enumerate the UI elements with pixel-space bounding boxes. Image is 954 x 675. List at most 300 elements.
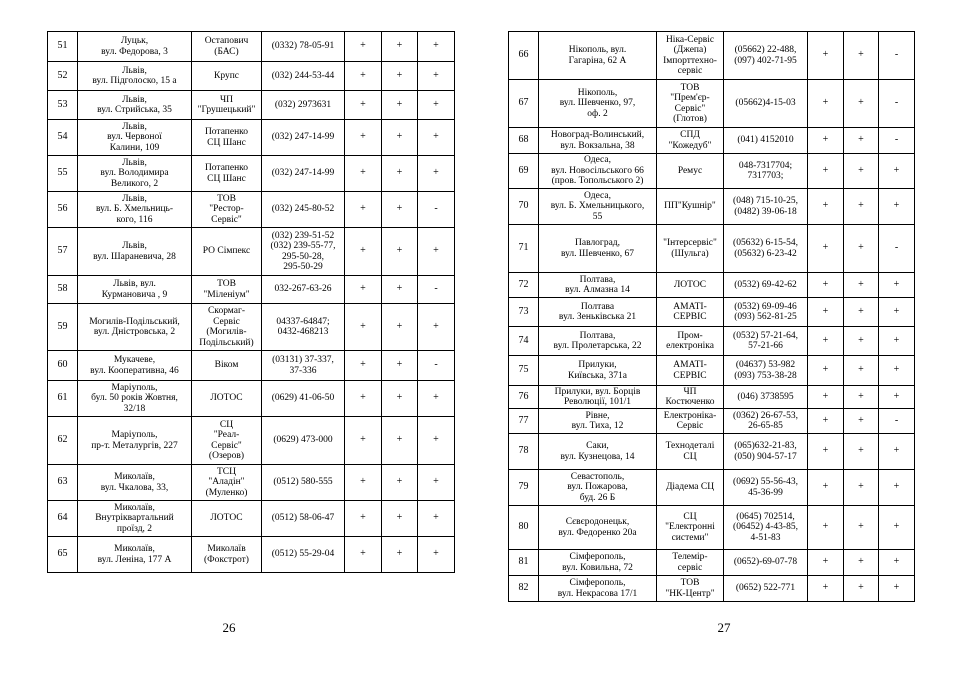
service-center-cell — [192, 32, 262, 62]
address-cell-line: вул. Ковильна, 72 — [562, 562, 633, 573]
service-center-cell-line: "НК-Центр" — [665, 588, 715, 599]
address-cell — [539, 189, 657, 225]
support-mark-3: + — [879, 356, 915, 386]
phone-cell — [262, 465, 345, 501]
support-mark-3: - — [418, 192, 455, 228]
phone-cell-line: (0512) 580-555 — [273, 477, 333, 488]
table-row — [48, 537, 455, 573]
phone-cell-line: (0512) 55-29-04 — [271, 549, 335, 560]
service-center-cell-line: СЦ Шанс — [207, 137, 246, 148]
row-number: 75 — [509, 356, 539, 386]
table-row — [509, 80, 915, 128]
service-center-cell-line: Технодеталі — [665, 441, 715, 451]
address-cell-line: Львів, вул. — [113, 279, 156, 289]
row-number: 65 — [48, 537, 78, 573]
service-center-cell-line: Віком — [214, 360, 239, 371]
address-cell — [539, 386, 657, 409]
row-number: 79 — [509, 470, 539, 506]
address-cell — [78, 381, 192, 417]
address-cell-line: Одеса, — [584, 155, 611, 166]
service-center-cell-line: Скормаг- — [207, 306, 246, 316]
service-center-cell-line: ПП"Кушнір" — [664, 201, 716, 212]
address-cell-line: Львів, — [122, 121, 147, 132]
phone-cell — [724, 298, 808, 327]
service-center-cell — [657, 327, 724, 356]
table-row — [509, 327, 915, 356]
phone-cell — [724, 273, 808, 298]
support-mark-1: + — [808, 80, 844, 128]
address-cell-line: буд. 26 Б — [579, 492, 616, 503]
service-center-cell — [192, 351, 262, 381]
address-cell-line: Нікополь, вул. — [568, 45, 627, 55]
service-center-cell-line: ЛОТОС — [210, 393, 243, 404]
service-center-cell-line: "Реал- — [213, 430, 240, 440]
support-mark-3: + — [418, 465, 455, 501]
service-center-cell-line: ТОВ — [680, 578, 700, 588]
support-mark-2: + — [844, 470, 879, 506]
service-center-cell — [657, 32, 724, 80]
table-row — [48, 32, 455, 62]
support-mark-1: + — [345, 91, 382, 120]
service-center-cell-line: сервіс — [677, 562, 703, 573]
phone-cell-line: (048) 715-10-25, — [733, 196, 798, 206]
row-number: 77 — [509, 409, 539, 434]
phone-cell-line: 57-21-66 — [748, 341, 783, 351]
support-mark-3: - — [879, 80, 915, 128]
address-cell — [78, 32, 192, 62]
address-cell-line: вул. Тиха, 12 — [571, 421, 624, 431]
phone-cell-line: (05632) 6-15-54, — [733, 238, 798, 248]
service-center-cell — [192, 276, 262, 304]
service-centers-table — [508, 31, 915, 602]
phone-cell — [262, 62, 345, 91]
support-mark-3: - — [879, 32, 915, 80]
address-cell-line: Львів, — [122, 65, 147, 76]
service-center-cell — [192, 381, 262, 417]
phone-cell — [262, 228, 345, 276]
row-number: 73 — [509, 298, 539, 327]
support-mark-2: + — [844, 327, 879, 356]
phone-cell — [724, 327, 808, 356]
phone-cell-line: (0532) 69-42-62 — [734, 279, 797, 290]
support-mark-2: + — [382, 537, 418, 573]
phone-cell-line: (0482) 39-06-18 — [734, 206, 797, 217]
address-cell-line: вул. Пролетарська, 22 — [553, 341, 642, 351]
support-mark-3: + — [879, 576, 915, 602]
service-center-cell-line: СЦ Шанс — [207, 173, 246, 184]
service-center-cell-line: електроніка — [666, 341, 714, 351]
address-cell-line: Львів, — [122, 241, 147, 251]
address-cell-line: Полтава, — [579, 330, 616, 341]
address-cell — [539, 225, 657, 273]
service-center-cell-line: РО Сімпекс — [202, 246, 251, 257]
row-number: 55 — [48, 156, 78, 192]
service-center-cell-line: (Шульга) — [671, 248, 709, 259]
support-mark-3: + — [879, 434, 915, 470]
phone-cell-line: (050) 904-57-17 — [734, 451, 797, 462]
table-row — [48, 91, 455, 120]
phone-cell-line: (05632) 6-23-42 — [734, 248, 797, 259]
row-number: 76 — [509, 386, 539, 409]
support-mark-1: + — [345, 276, 382, 304]
service-center-cell — [192, 501, 262, 537]
address-cell-line: Могилів-Подільський, — [89, 316, 180, 327]
support-mark-1: + — [345, 537, 382, 573]
table-row — [48, 62, 455, 91]
service-center-cell — [192, 417, 262, 465]
phone-cell — [724, 550, 808, 576]
support-mark-2: + — [382, 381, 418, 417]
address-cell-line: Павлоград, — [575, 238, 620, 248]
service-center-cell-line: АМАТІ- — [673, 360, 707, 370]
service-center-cell — [657, 470, 724, 506]
phone-cell-line: 37-336 — [289, 365, 317, 376]
table-row — [48, 228, 455, 276]
address-cell-line: проїзд, 2 — [116, 523, 153, 534]
service-center-cell-line: Сервіс — [676, 421, 704, 431]
table-row — [509, 550, 915, 576]
phone-cell — [262, 156, 345, 192]
support-mark-2: + — [382, 32, 418, 62]
row-number: 71 — [509, 225, 539, 273]
support-mark-1: + — [345, 120, 382, 156]
phone-cell-line: 295-50-28, — [282, 251, 324, 262]
address-cell — [78, 276, 192, 304]
address-cell — [78, 417, 192, 465]
row-number: 67 — [509, 80, 539, 128]
service-center-cell-line: ТОВ — [680, 82, 700, 93]
address-cell-line: Сімферополь, — [569, 578, 626, 588]
support-mark-3: + — [879, 470, 915, 506]
support-mark-1: + — [808, 273, 844, 298]
support-mark-3: + — [418, 381, 455, 417]
phone-cell-line: (093) 753-38-28 — [734, 370, 797, 381]
support-mark-2: + — [844, 128, 879, 154]
service-center-cell — [192, 537, 262, 573]
table-row — [509, 154, 915, 189]
phone-cell — [724, 409, 808, 434]
phone-cell-line: (093) 562-81-25 — [734, 312, 797, 322]
phone-cell-line: (0629) 41-06-50 — [271, 393, 335, 404]
service-center-cell-line: Костюченко — [665, 397, 715, 407]
service-center-cell — [192, 62, 262, 91]
address-cell — [539, 273, 657, 298]
row-number: 82 — [509, 576, 539, 602]
table-row — [48, 381, 455, 417]
address-cell-line: Маріуполь, — [111, 430, 158, 440]
address-cell — [539, 298, 657, 327]
address-cell — [539, 327, 657, 356]
address-cell-line: вул. Леніна, 177 А — [97, 554, 172, 565]
support-mark-3: + — [879, 273, 915, 298]
row-number: 56 — [48, 192, 78, 228]
row-number: 63 — [48, 465, 78, 501]
address-cell — [539, 409, 657, 434]
page-number: 27 — [717, 620, 731, 635]
table-row — [509, 506, 915, 550]
address-cell-line: Одеса, — [584, 190, 611, 201]
address-cell-line: вул. Кооперативна, 46 — [90, 365, 179, 376]
address-cell — [78, 537, 192, 573]
service-center-cell — [192, 192, 262, 228]
service-center-cell-line: ТОВ — [217, 279, 236, 289]
support-mark-1: + — [808, 154, 844, 189]
address-cell-line: (пров. Топольського 2) — [551, 176, 644, 187]
address-cell-line: Прилуки, — [578, 360, 617, 370]
address-cell-line: вул. Підголоско, 15 а — [92, 76, 177, 86]
phone-cell — [724, 128, 808, 154]
phone-cell-line: (05662)4-15-03 — [735, 98, 796, 109]
address-cell — [78, 156, 192, 192]
service-center-cell — [657, 386, 724, 409]
support-mark-1: + — [808, 298, 844, 327]
support-mark-2: + — [844, 576, 879, 602]
address-cell-line: Прилуки, вул. Борців — [554, 386, 641, 397]
service-center-cell-line: (Могилів- — [206, 327, 247, 337]
table-row — [509, 356, 915, 386]
address-cell-line: Великого, 2 — [110, 178, 159, 189]
service-center-cell-line: Миколаїв — [207, 544, 246, 554]
service-center-cell-line: Сервіс — [213, 316, 240, 327]
phone-cell-line: 048-7317704; — [738, 160, 793, 171]
phone-cell-line: (0652) 522-771 — [735, 583, 796, 594]
service-center-cell-line: Телемір- — [672, 552, 708, 562]
address-cell-line: Львів, — [122, 193, 147, 204]
address-cell-line: вул. Чкалова, 33, — [100, 482, 169, 493]
address-cell-line: вул. Дністровська, 2 — [93, 327, 176, 337]
address-cell-line: Київська, 371а — [568, 370, 627, 381]
phone-cell-line: (032) 247-14-99 — [271, 132, 335, 143]
row-number: 58 — [48, 276, 78, 304]
support-mark-2: + — [382, 62, 418, 91]
address-cell — [539, 356, 657, 386]
support-mark-2: + — [844, 298, 879, 327]
address-cell — [539, 506, 657, 550]
support-mark-1: + — [808, 327, 844, 356]
phone-cell-line: (0532) 69-09-46 — [734, 301, 797, 312]
phone-cell-line: (032) 239-51-52 — [271, 230, 335, 241]
phone-cell-line: (032) 244-53-44 — [271, 70, 335, 81]
support-mark-2: + — [844, 409, 879, 434]
address-cell-line: 55 — [592, 211, 603, 222]
support-mark-2: + — [382, 228, 418, 276]
phone-cell — [262, 276, 345, 304]
phone-cell — [724, 80, 808, 128]
table-row — [509, 189, 915, 225]
phone-cell — [724, 576, 808, 602]
support-mark-3: + — [418, 501, 455, 537]
address-cell-line: вул. Володимира — [100, 168, 169, 179]
service-center-cell-line: Потапенко — [204, 163, 249, 173]
support-mark-1: + — [345, 192, 382, 228]
row-number: 53 — [48, 91, 78, 120]
support-mark-3: + — [418, 62, 455, 91]
service-center-cell — [657, 80, 724, 128]
table-row — [48, 192, 455, 228]
row-number: 80 — [509, 506, 539, 550]
service-center-cell-line: ЛОТОС — [673, 279, 707, 290]
phone-cell-line: 26-65-85 — [748, 421, 783, 431]
service-center-cell-line: (Джепа) — [673, 45, 707, 55]
support-mark-2: + — [844, 189, 879, 225]
service-center-cell-line: СЕРВІС — [673, 370, 707, 381]
phone-cell — [724, 32, 808, 80]
support-mark-3: + — [418, 537, 455, 573]
address-cell — [539, 550, 657, 576]
support-mark-1: + — [808, 356, 844, 386]
support-mark-2: + — [844, 273, 879, 298]
support-mark-1: + — [808, 189, 844, 225]
row-number: 81 — [509, 550, 539, 576]
row-number: 61 — [48, 381, 78, 417]
page-right — [508, 31, 914, 602]
address-cell-line: вул. Шевченко, 67 — [560, 248, 635, 259]
service-center-cell-line: "Інтерсервіс" — [663, 238, 717, 248]
phone-cell-line: (041) 4152010 — [737, 135, 794, 146]
address-cell-line: Внутріквартальний — [95, 513, 174, 524]
service-center-cell-line: АМАТІ- — [673, 301, 707, 312]
table-row — [48, 417, 455, 465]
phone-cell-line: 0432-468213 — [277, 327, 329, 337]
phone-cell — [262, 91, 345, 120]
service-center-cell-line: (Фокстрот) — [204, 554, 249, 565]
service-center-cell-line: Ніка-Сервіс — [665, 34, 715, 45]
support-mark-1: + — [808, 434, 844, 470]
support-mark-1: + — [808, 128, 844, 154]
address-cell-line: 32/18 — [123, 403, 146, 414]
address-cell-line: бул. 50 років Жовтня, — [91, 393, 178, 404]
phone-cell — [724, 506, 808, 550]
service-center-cell-line: СЦ — [683, 451, 697, 462]
phone-cell-line: (032) 2973631 — [274, 99, 332, 110]
support-mark-3: - — [879, 128, 915, 154]
service-center-cell-line: "Міленіум" — [203, 289, 250, 300]
support-mark-3: + — [418, 304, 455, 351]
service-center-cell-line: Подільський) — [199, 337, 254, 348]
support-mark-1: + — [808, 506, 844, 550]
phone-cell — [724, 470, 808, 506]
service-center-cell — [192, 465, 262, 501]
phone-cell-line: (032) 245-80-52 — [271, 204, 335, 215]
phone-cell-line: 4-51-83 — [750, 532, 781, 543]
row-number: 57 — [48, 228, 78, 276]
address-cell-line: Полтава — [580, 301, 615, 312]
support-mark-2: + — [382, 120, 418, 156]
support-mark-3: + — [879, 298, 915, 327]
address-cell-line: вул. Шараневича, 28 — [93, 251, 176, 262]
service-center-cell-line: Сервіс" — [674, 103, 706, 114]
support-mark-2: + — [844, 154, 879, 189]
table-row — [48, 501, 455, 537]
service-center-cell-line: ЧП — [683, 386, 697, 397]
row-number: 52 — [48, 62, 78, 91]
service-center-cell — [192, 91, 262, 120]
table-row — [509, 273, 915, 298]
phone-cell-line: (0362) 26-67-53, — [733, 410, 798, 421]
service-center-cell-line: "Кожедуб" — [668, 140, 712, 151]
address-cell — [539, 434, 657, 470]
table-row — [48, 276, 455, 304]
support-mark-2: + — [844, 506, 879, 550]
support-mark-2: + — [382, 192, 418, 228]
service-center-cell-line: (БАС) — [214, 46, 239, 57]
service-center-cell-line: Сервіс" — [211, 440, 242, 451]
row-number: 68 — [509, 128, 539, 154]
table-row — [509, 298, 915, 327]
support-mark-1: + — [808, 550, 844, 576]
row-number: 69 — [509, 154, 539, 189]
row-number: 54 — [48, 120, 78, 156]
address-cell-line: вул. Пожарова, — [567, 482, 628, 493]
table-row — [509, 128, 915, 154]
support-mark-3: + — [879, 386, 915, 409]
support-mark-3: - — [418, 276, 455, 304]
address-cell-line: Севастополь, — [570, 471, 625, 482]
row-number: 70 — [509, 189, 539, 225]
phone-cell — [262, 501, 345, 537]
phone-cell-line: 032-267-63-26 — [274, 284, 332, 295]
table-row — [509, 32, 915, 80]
support-mark-1: + — [808, 576, 844, 602]
address-cell-line: Саки, — [586, 441, 609, 451]
table-row — [509, 576, 915, 602]
support-mark-3: + — [418, 417, 455, 465]
address-cell-line: Луцьк, — [120, 36, 149, 46]
address-cell-line: вул. Некрасова 17/1 — [557, 588, 638, 599]
support-mark-3: + — [879, 189, 915, 225]
address-cell — [78, 465, 192, 501]
service-center-cell-line: (Озеров) — [208, 451, 245, 461]
row-number: 78 — [509, 434, 539, 470]
service-center-cell — [192, 228, 262, 276]
table-row — [48, 304, 455, 351]
support-mark-3: - — [879, 225, 915, 273]
phone-cell — [262, 351, 345, 381]
service-center-cell-line: "Прем'єр- — [670, 93, 710, 103]
phone-cell-line: (0652)-69-07-78 — [733, 557, 798, 568]
support-mark-1: + — [345, 465, 382, 501]
support-mark-1: + — [345, 228, 382, 276]
support-mark-3: + — [879, 550, 915, 576]
service-center-cell-line: сервіс — [677, 66, 703, 76]
service-center-cell — [192, 304, 262, 351]
address-cell — [78, 351, 192, 381]
phone-cell-line: (03131) 37-337, — [272, 355, 334, 365]
address-cell-line: пр-т. Металургів, 227 — [91, 440, 178, 451]
phone-cell — [262, 192, 345, 228]
phone-cell-line: (032) 239-55-77, — [270, 241, 336, 251]
page-left — [47, 31, 454, 573]
address-cell-line: Революції, 101/1 — [563, 397, 631, 407]
address-cell-line: Рівне, — [585, 410, 610, 421]
phone-cell — [724, 356, 808, 386]
support-mark-2: + — [382, 91, 418, 120]
support-mark-2: + — [844, 550, 879, 576]
row-number: 64 — [48, 501, 78, 537]
address-cell — [539, 576, 657, 602]
phone-cell-line: (065)632-21-83, — [734, 441, 797, 451]
address-cell-line: вул. Зеньківська 21 — [558, 312, 637, 322]
row-number: 62 — [48, 417, 78, 465]
support-mark-2: + — [382, 501, 418, 537]
address-cell-line: кого, 116 — [116, 214, 153, 225]
address-cell-line: вул. Шевченко, 97, — [559, 98, 636, 109]
service-center-cell-line: Діадема СЦ — [665, 482, 715, 493]
support-mark-1: + — [345, 156, 382, 192]
service-center-cell — [657, 189, 724, 225]
phone-cell-line: (0692) 55-56-43, — [733, 477, 798, 487]
phone-cell — [724, 154, 808, 189]
